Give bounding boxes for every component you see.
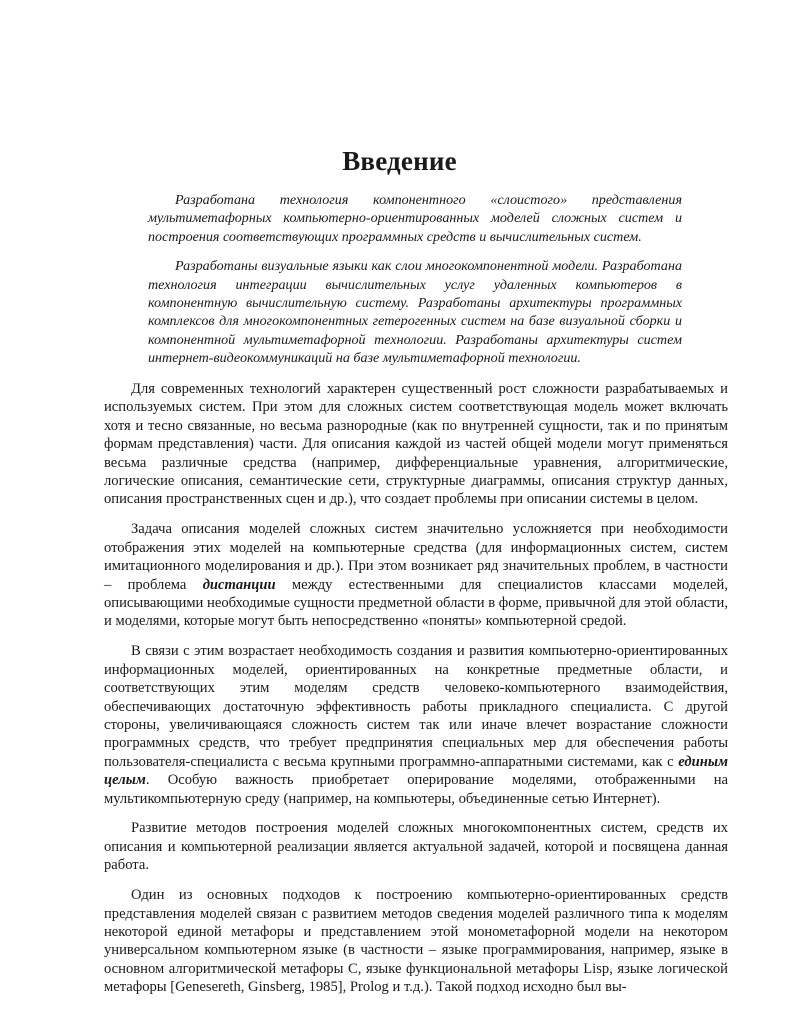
- emphasis-term: единым целым: [104, 753, 728, 789]
- paragraph: Один из основных подходов к построению компьютерно-ориентированных средств представления моделей связан с развитием методов сведения моделей различного типа к моделям некоторой единой метафоры и представлением этой монометафорной модели на некотором универсальном компьютерном языке (в частности – языке программирования, например, языке в основном алгоритмической метафоры С, языке функциональной метафоры Lisp, языке логической метафоры [Genesereth, Ginsberg, 1985], Prolog и т.д.). Такой подход исходно был вы-: [104, 887, 728, 996]
- paragraph-text: . Особую важность приобретает оперирование моделями, отображенными на мультикомпьютерную среду (например, на компьютеры, объединенные сетью Интернет).: [104, 772, 728, 807]
- paragraph: Развитие методов построения моделей сложных многокомпонентных систем, средств их описания и компьютерной реализации является актуальной задачей, которой и посвящена данная работа.: [104, 820, 728, 874]
- paragraph: [104, 520, 728, 630]
- page-title: Введение: [342, 146, 457, 176]
- emphasis-term: дистанции: [202, 576, 276, 593]
- main-text: [104, 380, 728, 1008]
- paragraph: Для современных технологий характерен существенный рост сложности разрабатываемых и используемых систем. При этом для сложных систем соответствующая модель может включать хотя и тесно связанные, но весьма разнородные (как по внутренней сущности, так и по принятым формам представления) части. Для описания каждой из частей общей модели могут применяться весьма различные средства (например, дифференциальные уравнения, алгоритмические, логические описания, семантические сети, структурные диаграммы, описания структур данных, описания пространственных сцен и др.), что создает проблемы при описании системы в целом.: [104, 381, 728, 508]
- abstract-paragraph: Разработана технология компонентного «слоистого» представления мультиметафорных компьютерно-ориентированных моделей сложных систем и построения соответствующих программных средств и вычислительных систем.: [148, 192, 682, 245]
- paragraph-text: В связи с этим возрастает необходимость создания и развития компьютерно-ориентированных информационных моделей, ориентированных на конкретные предметные области, и соответствующих этим моделям средств человеко-компьютерного взаимодействия, обеспечивающих достаточную эффективность работы прикладного специалиста. С другой стороны, увеличивающаяся сложность систем так или иначе влечет возрастание сложности программных средств, что требует предпринятия специальных мер для обеспечения работы пользователя-специалиста с весьма крупными программно-аппаратными системами, как с: [104, 643, 728, 770]
- abstract-paragraph: Разработаны визуальные языки как слои многокомпонентной модели. Разработана технология интеграции вычислительных услуг удаленных компьютеров в компонентную вычислительную систему. Разработаны архитектуры программных комплексов для многокомпонентных гетерогенных систем на базе визуальной сборки и компонентной мультиметафорной технологии. Разработаны архитектуры систем интернет-видеокоммуникаций на базе мультиметафорной технологии.: [148, 258, 682, 367]
- paragraph-text: между естественными для специалистов классами моделей, описывающими необходимые сущности предметной области в форме, привычной для этой области, и моделями, которые могут быть непосредственно «поняты» компьютерной средой.: [104, 576, 728, 630]
- paragraph: [104, 642, 728, 808]
- abstract: [148, 191, 682, 379]
- paragraph-text: Задача описания моделей сложных систем значительно усложняется при необходимости отображения этих моделей на компьютерные средства (для информационных систем, систем имитационного моделирования и др.). При этом возникает ряд значительных проблем, в частности – проблема: [104, 521, 728, 593]
